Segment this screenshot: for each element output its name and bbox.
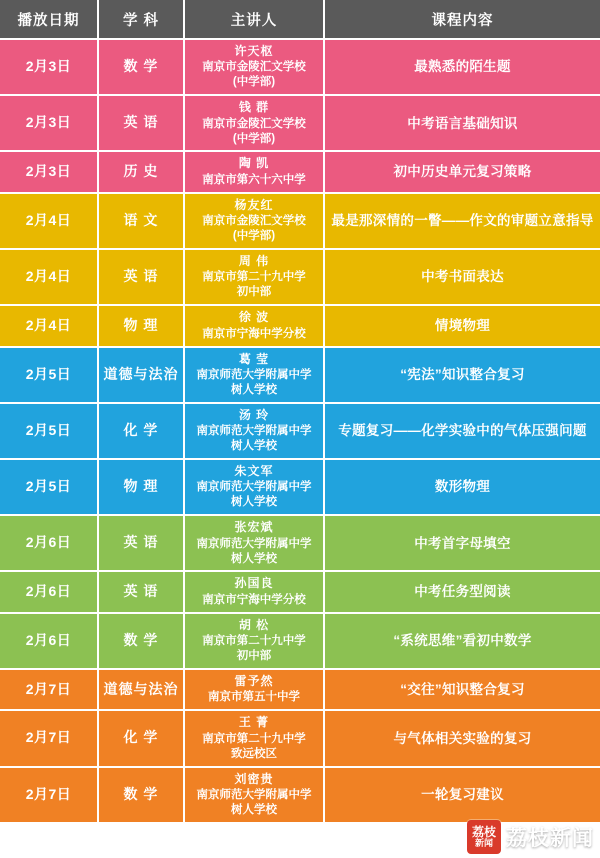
cell-content: 情境物理	[324, 305, 600, 346]
table-row	[0, 710, 600, 766]
cell-date: 2月5日	[0, 459, 98, 515]
column-header-content: 课程内容	[324, 0, 600, 39]
cell-content: 一轮复习建议	[324, 767, 600, 822]
header-row	[0, 0, 600, 39]
cell-content: 最熟悉的陌生题	[324, 39, 600, 95]
cell-subject: 数 学	[98, 767, 184, 822]
table-row	[0, 613, 600, 669]
teacher-name: 葛 莹	[238, 351, 270, 366]
teacher-school: 南京市金陵汇文学校 (中学部)	[202, 61, 306, 89]
cell-teacher	[184, 403, 324, 459]
teacher-name: 周 伟	[238, 254, 270, 268]
logo-line-2: 新闻	[474, 838, 493, 848]
column-header-subject: 学 科	[98, 0, 184, 39]
cell-teacher	[184, 249, 324, 305]
cell-content: 数形物理	[324, 459, 600, 515]
teacher-name: 王 菁	[238, 715, 270, 730]
teacher-name: 刘密贵	[234, 771, 274, 786]
cell-subject: 化 学	[98, 403, 184, 459]
cell-content: 中考首字母填空	[324, 515, 600, 571]
cell-subject: 道德与法治	[98, 669, 184, 710]
cell-date: 2月4日	[0, 305, 98, 346]
teacher-name: 朱文军	[234, 464, 274, 478]
column-header-date: 播放日期	[0, 0, 98, 39]
teacher-name: 许天枢	[234, 44, 274, 58]
cell-date: 2月7日	[0, 669, 98, 710]
cell-date: 2月4日	[0, 249, 98, 305]
cell-content: 中考任务型阅读	[324, 571, 600, 612]
table-row	[0, 515, 600, 571]
cell-teacher	[184, 459, 324, 515]
cell-teacher	[184, 193, 324, 249]
cell-date: 2月7日	[0, 710, 98, 766]
cell-teacher	[184, 767, 324, 822]
cell-date: 2月6日	[0, 571, 98, 612]
watermark	[467, 820, 594, 854]
cell-date: 2月4日	[0, 193, 98, 249]
cell-content: 与气体相关实验的复习	[324, 710, 600, 766]
cell-subject: 化 学	[98, 710, 184, 766]
cell-date: 2月3日	[0, 95, 98, 151]
cell-teacher	[184, 151, 324, 192]
cell-date: 2月3日	[0, 39, 98, 95]
table-row	[0, 459, 600, 515]
table-body	[0, 39, 600, 822]
cell-teacher	[184, 515, 324, 571]
teacher-school: 南京市第二十九中学 初中部	[202, 271, 306, 299]
cell-teacher	[184, 571, 324, 612]
teacher-school: 南京师范大学附属中学 树人学校	[196, 425, 312, 453]
teacher-school: 南京市金陵汇文学校 (中学部)	[202, 215, 306, 243]
teacher-school: 南京市宁海中学分校	[202, 327, 306, 340]
cell-date: 2月6日	[0, 613, 98, 669]
cell-teacher	[184, 347, 324, 403]
table-row	[0, 403, 600, 459]
cell-date: 2月7日	[0, 767, 98, 822]
teacher-school: 南京市金陵汇文学校 (中学部)	[202, 117, 306, 145]
cell-date: 2月3日	[0, 151, 98, 192]
teacher-school: 南京师范大学附属中学 树人学校	[196, 368, 312, 396]
cell-teacher	[184, 669, 324, 710]
teacher-name: 孙国良	[234, 576, 274, 591]
table-row	[0, 347, 600, 403]
cell-content: 中考语言基础知识	[324, 95, 600, 151]
cell-content: 中考书面表达	[324, 249, 600, 305]
table-header	[0, 0, 600, 39]
cell-subject: 历 史	[98, 151, 184, 192]
table-row	[0, 95, 600, 151]
cell-subject: 数 学	[98, 39, 184, 95]
teacher-name: 雷予然	[234, 674, 274, 688]
teacher-school: 南京师范大学附属中学 树人学校	[196, 481, 312, 509]
table-row	[0, 151, 600, 192]
cell-subject: 物 理	[98, 459, 184, 515]
cell-subject: 英 语	[98, 515, 184, 571]
table-row	[0, 249, 600, 305]
cell-content: 最是那深情的一瞥——作文的审题立意指导	[324, 193, 600, 249]
teacher-name: 徐 波	[238, 310, 270, 325]
watermark-text: 荔枝新闻	[506, 827, 594, 850]
cell-date: 2月5日	[0, 403, 98, 459]
teacher-school: 南京市宁海中学分校	[202, 593, 306, 606]
cell-subject: 物 理	[98, 305, 184, 346]
teacher-school: 南京市第二十九中学 初中部	[202, 635, 306, 663]
cell-content: “交往”知识整合复习	[324, 669, 600, 710]
table-row	[0, 571, 600, 612]
teacher-name: 陶 凯	[238, 156, 270, 171]
teacher-school: 南京师范大学附属中学 树人学校	[196, 537, 312, 565]
cell-content: 初中历史单元复习策略	[324, 151, 600, 192]
cell-subject: 英 语	[98, 249, 184, 305]
cell-content: “系统思维”看初中数学	[324, 613, 600, 669]
cell-content: “宪法”知识整合复习	[324, 347, 600, 403]
teacher-name: 钱 群	[238, 100, 270, 115]
cell-teacher	[184, 710, 324, 766]
teacher-school: 南京市第五十中学	[208, 691, 300, 704]
cell-content: 专题复习——化学实验中的气体压强问题	[324, 403, 600, 459]
cell-subject: 语 文	[98, 193, 184, 249]
cell-teacher	[184, 305, 324, 346]
cell-subject: 道德与法治	[98, 347, 184, 403]
table-row	[0, 39, 600, 95]
lizhi-logo-icon	[467, 820, 501, 854]
teacher-school: 南京师范大学附属中学 树人学校	[196, 788, 312, 816]
teacher-name: 杨友红	[234, 197, 274, 212]
cell-teacher	[184, 39, 324, 95]
cell-teacher	[184, 95, 324, 151]
logo-line-1: 荔枝	[471, 825, 496, 839]
table-row	[0, 193, 600, 249]
teacher-school: 南京市第六十六中学	[202, 173, 306, 186]
cell-date: 2月6日	[0, 515, 98, 571]
table-row	[0, 305, 600, 346]
column-header-teacher: 主讲人	[184, 0, 324, 39]
cell-subject: 英 语	[98, 95, 184, 151]
teacher-name: 胡 松	[238, 617, 270, 632]
cell-date: 2月5日	[0, 347, 98, 403]
teacher-name: 张宏斌	[234, 520, 274, 535]
table-row	[0, 767, 600, 822]
table-row	[0, 669, 600, 710]
teacher-school: 南京市第二十九中学 致远校区	[202, 732, 306, 760]
cell-subject: 数 学	[98, 613, 184, 669]
teacher-name: 汤 玲	[238, 407, 270, 422]
cell-subject: 英 语	[98, 571, 184, 612]
cell-teacher	[184, 613, 324, 669]
